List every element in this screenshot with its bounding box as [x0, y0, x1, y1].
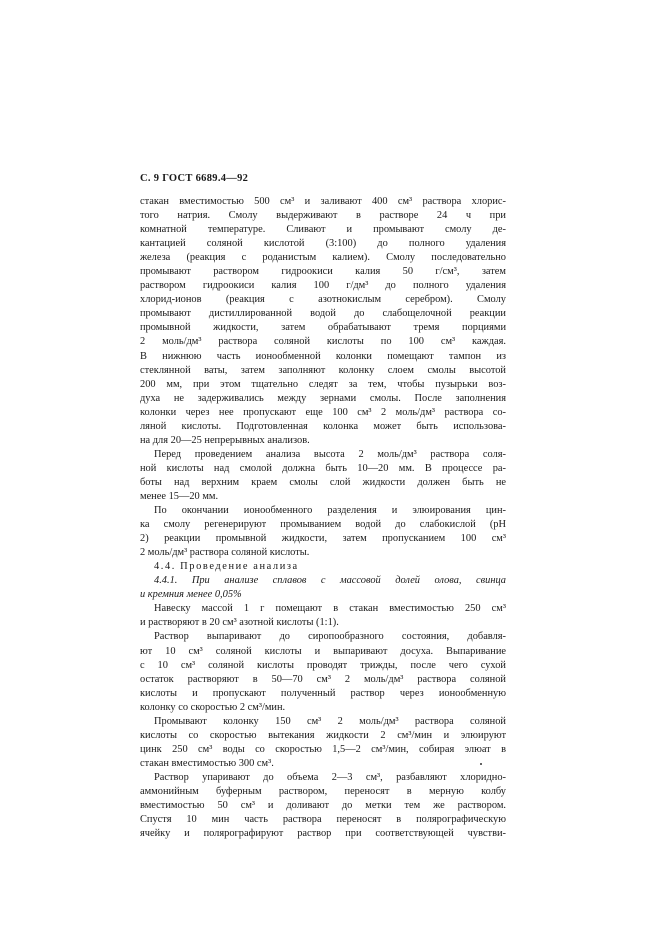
body-line: комнатной температуре. Сливают и промывают смолу де-	[140, 224, 506, 236]
body-line: колонку со скоростью 2 см³/мин.	[140, 701, 286, 713]
body-line: Спустя 10 мин часть раствора переносят в полярографическую	[140, 814, 506, 826]
body-line: кислоты со скоростью вытекания жидкости 2 см³/мин и элюируют	[140, 729, 506, 741]
body-line: 4.4. Проведение анализа	[154, 561, 299, 573]
body-line: и кремния менее 0,05%	[140, 589, 242, 601]
document-body	[140, 195, 506, 841]
body-line: железа (реакция с роданистым калием). Смолу последовательно	[140, 252, 506, 264]
body-line: стакан вместимостью 500 см³ и заливают 400 см³ раствора хлорис-	[140, 196, 506, 207]
body-line: вместимостью 50 см³ и доливают до метки тем же раствором.	[140, 800, 506, 812]
body-line: 4.4.1. При анализе сплавов с массовой долей олова, свинца	[154, 575, 506, 587]
body-line: Перед проведением анализа высота 2 моль/дм³ раствора соля-	[154, 448, 506, 460]
body-line: менее 15—20 мм.	[140, 490, 219, 502]
body-line: промывной жидкости, затем обрабатывают тремя порциями	[140, 322, 506, 334]
body-line: 2 моль/дм³ раствора соляной кислоты по 100 см³ каждая.	[140, 336, 506, 348]
body-line: 2 моль/дм³ раствора соляной кислоты.	[140, 547, 310, 559]
body-line: на для 20—25 непрерывных анализов.	[140, 434, 310, 446]
body-line: ячейку и полярографируют раствор при соответствующей чувстви-	[140, 828, 506, 840]
body-line: аммонийным буферным раствором, переносят в мерную колбу	[140, 785, 506, 797]
scan-speck	[480, 763, 482, 765]
body-line: остаток растворяют в 50—70 см³ 2 моль/дм³ раствора соляной	[140, 673, 506, 685]
body-line: боты над верхним краем смолы слой жидкости должен быть не	[140, 476, 506, 488]
body-line: колонки через нее пропускают еще 100 см³ 2 моль/дм³ раствора со-	[140, 406, 506, 418]
body-line: хлорид-ионов (реакция с азотнокислым серебром). Смолу	[140, 294, 506, 306]
body-line: ют 10 см³ соляной кислоты и выпаривают досуха. Выпаривание	[140, 645, 506, 657]
body-line: цинк 250 см³ воды со скоростью 1,5—2 см³/мин, собирая элюат в	[140, 743, 506, 755]
body-line: 2) реакции промывной жидкости, затем пропусканием 100 см³	[140, 533, 506, 545]
body-line: кантацией соляной кислотой (3:100) до полного удаления	[140, 238, 506, 250]
body-line: ной кислоты над смолой должна быть 10—20 мм. В процессе ра-	[140, 462, 506, 474]
body-line: стакан вместимостью 300 см³.	[140, 757, 274, 769]
body-line: ляной кислоты. Подготовленная колонка может быть использова-	[140, 420, 506, 432]
body-line: кислоты и пропускают полученный раствор через ионообменную	[140, 687, 506, 699]
body-line: Навеску массой 1 г помещают в стакан вместимостью 250 см³	[154, 603, 506, 615]
body-line: Раствор выпаривают до сиропообразного состояния, добавля-	[154, 631, 506, 643]
body-line: По окончании ионообменного разделения и элюирования цин-	[154, 505, 506, 517]
body-line: духа не задерживались между зернами смолы. После заполнения	[140, 392, 506, 404]
body-line: стеклянной ваты, затем заполняют колонку слоем смолы высотой	[140, 364, 506, 376]
body-line: промывают раствором гидроокиси калия 50 г/см³, затем	[140, 266, 506, 278]
page-header: С. 9 ГОСТ 6689.4—92	[140, 173, 249, 184]
body-line: раствором гидроокиси калия 100 г/дм³ до полного удаления	[140, 280, 506, 292]
body-line: ка смолу регенерируют промыванием водой до слабокислой (рН	[140, 519, 506, 531]
body-line: промывают дистиллированной водой до слабощелочной реакции	[140, 308, 506, 320]
body-line: с 10 см³ соляной кислоты проводят трижды, после чего сухой	[140, 659, 506, 671]
body-line: 200 мм, при этом тщательно следят за тем, чтобы пузырьки воз-	[140, 378, 506, 390]
body-line: Промывают колонку 150 см³ 2 моль/дм³ раствора соляной	[154, 715, 506, 727]
body-line: В нижнюю часть ионообменной колонки помещают тампон из	[140, 350, 506, 362]
body-line: Раствор упаривают до объема 2—3 см³, разбавляют хлоридно-	[154, 771, 506, 783]
body-line: и растворяют в 20 см³ азотной кислоты (1:1).	[140, 617, 339, 629]
body-line: того натрия. Смолу выдерживают в растворе 24 ч при	[140, 210, 506, 222]
